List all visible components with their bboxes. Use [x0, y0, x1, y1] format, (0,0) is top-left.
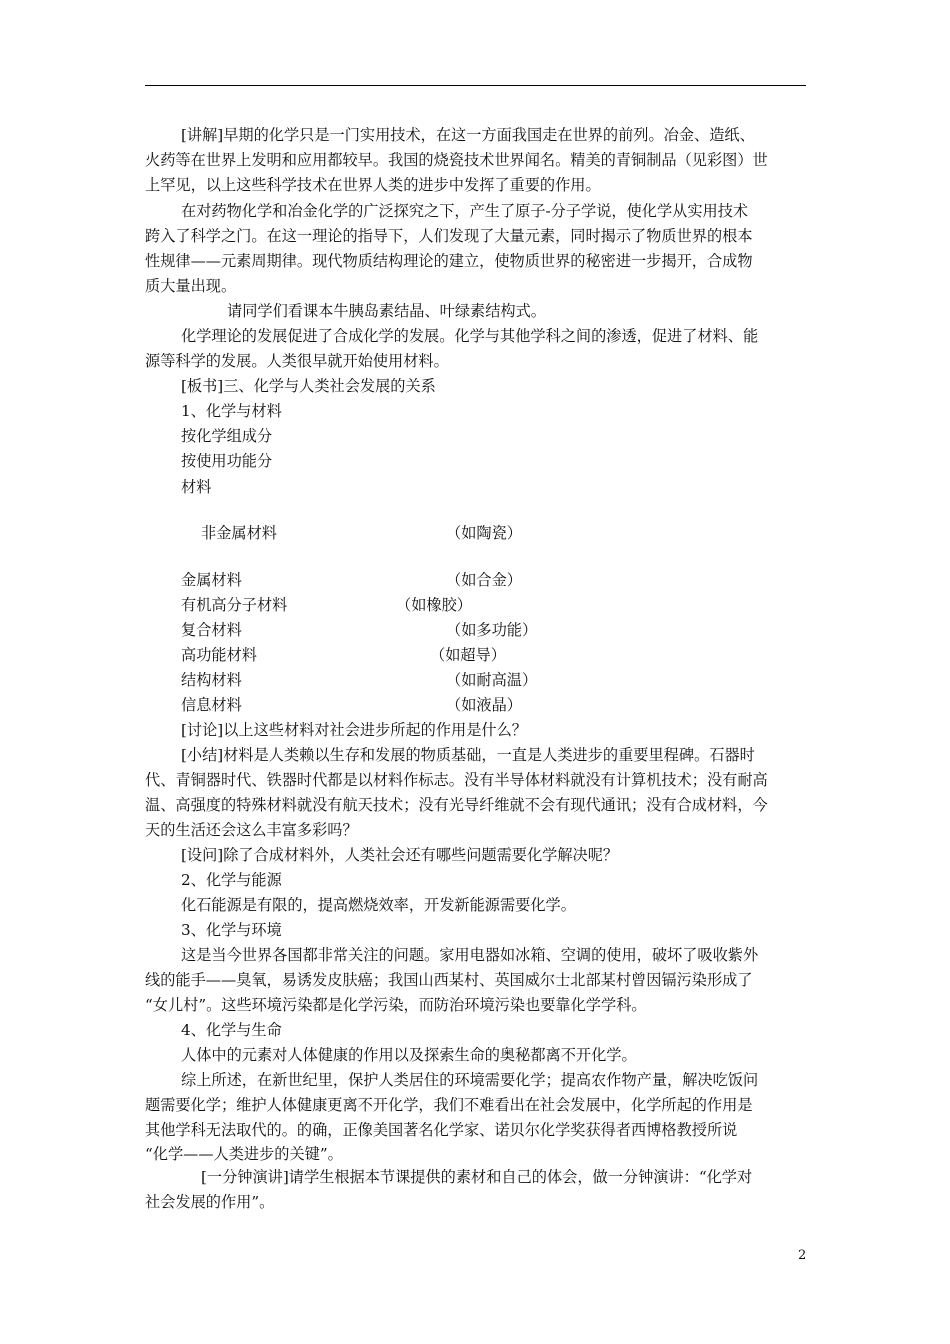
text-line: [讲解]早期的化学只是一门实用技术，在这一方面我国走在世界的前列。冶金、造纸、	[181, 126, 755, 144]
text-line: 火药等在世界上发明和应用都较早。我国的烧瓷技术世界闻名。精美的青铜制品（见彩图）世	[145, 151, 768, 169]
text-line: 按化学组成分	[181, 427, 273, 445]
text-line: 线的能手——臭氧，易诱发皮肤癌；我国山西某村、英国威尔士北部某村曾因镉污染形成了	[145, 971, 753, 989]
material-example: （如橡胶）	[396, 596, 472, 614]
section-heading: 1、化学与材料	[181, 402, 282, 420]
header-rule	[145, 85, 806, 86]
text-line: 性规律——元素周期律。现代物质结构理论的建立，使物质世界的秘密进一步揭开，合成物	[145, 252, 753, 270]
text-line: 代、青铜器时代、铁器时代都是以材料作标志。没有半导体材料就没有计算机技术；没有耐高	[145, 771, 768, 789]
text-line: [小结]材料是人类赖以生存和发展的物质基础，一直是人类进步的重要里程碑。石器时	[181, 746, 755, 764]
material-example: （如超导）	[430, 646, 506, 664]
material-example: （如陶瓷）	[446, 524, 522, 542]
text-line: 按使用功能分	[181, 452, 273, 470]
material-name: 高功能材料	[181, 646, 257, 664]
text-line: 质大量出现。	[145, 277, 237, 295]
text-line: 跨入了科学之门。在这一理论的指导下，人们发现了大量元素，同时揭示了物质世界的根本	[145, 227, 753, 245]
text-line: 这是当今世界各国都非常关注的问题。家用电器如冰箱、空调的使用，破坏了吸收紫外	[181, 946, 759, 964]
material-name: 非金属材料	[201, 524, 277, 542]
text-line: 综上所述，在新世纪里，保护人类居住的环境需要化学；提高农作物产量，解决吃饭问	[181, 1071, 759, 1089]
page-number: 2	[798, 1248, 807, 1263]
board-heading: [板书]三、化学与人类社会发展的关系	[181, 377, 436, 395]
section-heading: 2、化学与能源	[181, 871, 282, 889]
material-example: （如合金）	[446, 571, 522, 589]
material-example: （如耐高温）	[446, 671, 538, 689]
text-line: 材料	[181, 478, 212, 496]
text-line: 社会发展的作用”。	[145, 1193, 275, 1211]
text-line: 请同学们看课本牛胰岛素结晶、叶绿素结构式。	[227, 302, 546, 320]
text-line: [设问]除了合成材料外，人类社会还有哪些问题需要化学解决呢？	[181, 846, 619, 864]
text-line: “女儿村”。这些环境污染都是化学污染，而防治环境污染也要靠化学学科。	[145, 996, 647, 1014]
text-line: 题需要化学；维护人体健康更离不开化学，我们不难看出在社会发展中，化学所起的作用是	[145, 1096, 753, 1114]
material-name: 金属材料	[181, 571, 242, 589]
text-line: [一分钟演讲]请学生根据本节课提供的素材和自己的体会，做一分钟演讲：“化学对	[201, 1168, 753, 1186]
text-line: 其他学科无法取代的。的确，正像美国著名化学家、诺贝尔化学奖获得者西博格教授所说	[145, 1121, 738, 1139]
section-heading: 4、化学与生命	[181, 1021, 282, 1039]
text-line: 在对药物化学和冶金化学的广泛探究之下，产生了原子-分子学说，使化学从实用技术	[181, 202, 749, 220]
material-name: 复合材料	[181, 621, 242, 639]
text-line: 源等科学的发展。人类很早就开始使用材料。	[145, 352, 449, 370]
text-line: 温、高强度的特殊材料就没有航天技术；没有光导纤维就不会有现代通讯；没有合成材料，今	[145, 796, 768, 814]
text-line: [讨论]以上这些材料对社会进步所起的作用是什么？	[181, 721, 527, 739]
text-line: 上罕见，以上这些科学技术在世界人类的进步中发挥了重要的作用。	[145, 176, 601, 194]
material-example: （如液晶）	[446, 696, 522, 714]
text-line: 化石能源是有限的，提高燃烧效率，开发新能源需要化学。	[181, 896, 576, 914]
material-example: （如多功能）	[446, 621, 538, 639]
text-line: 天的生活还会这么丰富多彩吗？	[145, 821, 358, 839]
section-heading: 3、化学与环境	[181, 921, 282, 939]
text-line: 人体中的元素对人体健康的作用以及探索生命的奥秘都离不开化学。	[181, 1046, 637, 1064]
material-name: 信息材料	[181, 696, 242, 714]
material-name: 有机高分子材料	[181, 596, 288, 614]
material-name: 结构材料	[181, 671, 242, 689]
text-line: “化学——人类进步的关键”。	[145, 1145, 343, 1163]
text-line: 化学理论的发展促进了合成化学的发展。化学与其他学科之间的渗透，促进了材料、能	[181, 327, 759, 345]
